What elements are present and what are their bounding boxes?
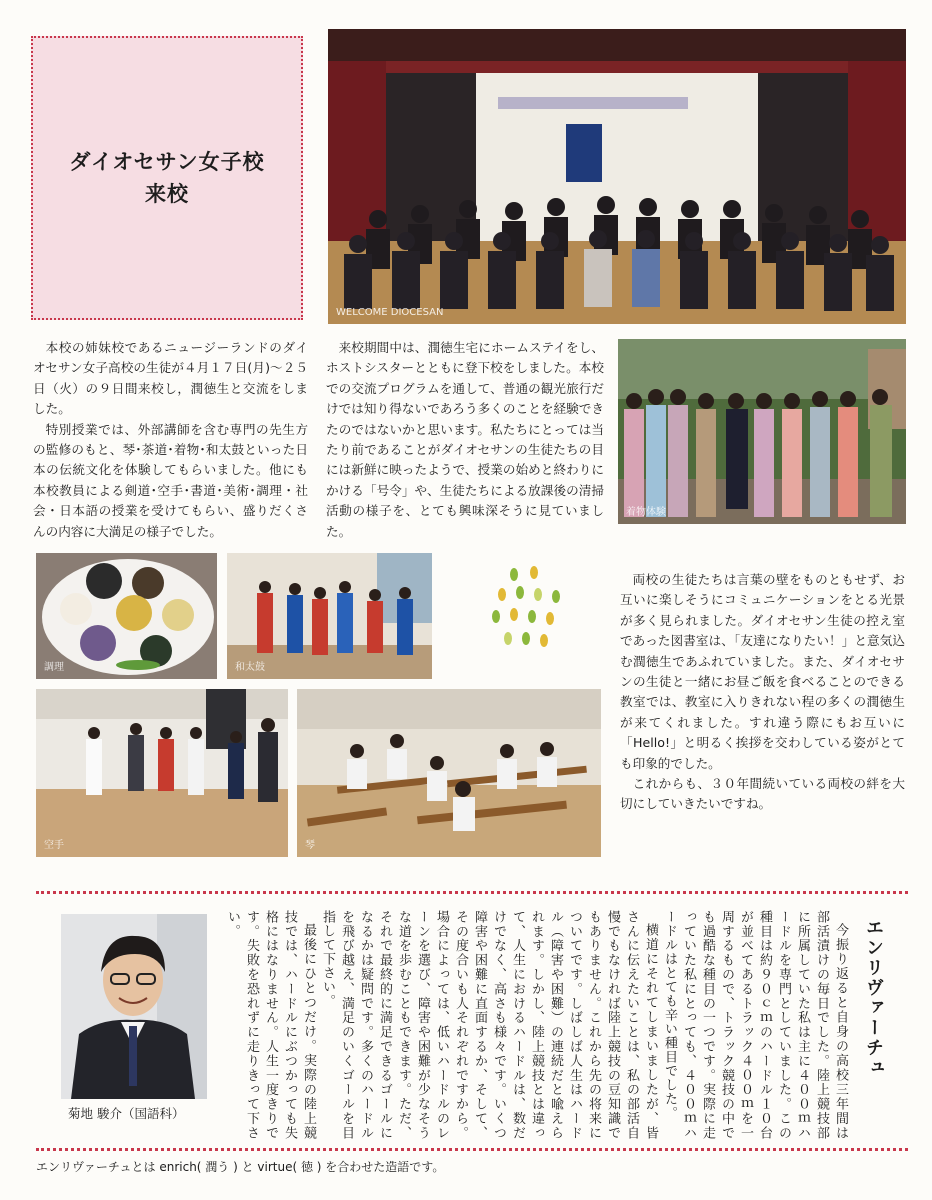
leaf-icon [492, 610, 500, 623]
leaf-icon [552, 590, 560, 603]
leaf-icon [522, 632, 530, 645]
kimono-photo [618, 339, 906, 524]
article-column-3 [620, 570, 905, 815]
kimono-photo-image [618, 339, 906, 524]
article-paragraph: 本校の姉妹校であるニュージーランドのダイオセサン女子高校の生徒が４月１７日(月)～２５日（火）の９日間来校し，潤徳生と交流をしました。 [33, 340, 308, 417]
leaf-icon [546, 612, 554, 625]
leaf-icon [540, 634, 548, 647]
group-photo-image [328, 29, 906, 324]
group-photo-caption: WELCOME DIOCESAN [336, 307, 444, 318]
leaf-decoration [484, 566, 574, 656]
koto-photo [297, 689, 601, 857]
koto-photo-image [297, 689, 601, 857]
karate-photo [36, 689, 288, 857]
group-photo [328, 29, 906, 324]
kimono-photo-caption: 着物体験 [626, 507, 666, 518]
food-photo [36, 553, 217, 679]
author-photo [61, 914, 207, 1099]
leaf-icon [530, 566, 538, 579]
article-paragraph: 来校期間中は、潤徳生宅にホームステイをし、ホストシスターとともに登下校をしました。本校での交流プログラムを通して、普通の観光旅行だけでは知り得ないであろう多くのことを経験できたのではないかと思います。私たちにとっては当たり前であることがダイオセサンの生徒たちの目には新鮮に映ったようで、授業の始めと終わりにかける「号令」や、生徒たちによる放課後の清掃活動の様子を、とても興味深そうに見ていました。 [326, 340, 604, 539]
leaf-icon [498, 588, 506, 601]
article-title-box [31, 36, 303, 320]
leaf-icon [516, 586, 524, 599]
karate-photo-image [36, 689, 288, 857]
leaf-icon [534, 588, 542, 601]
column-paragraph: 横道にそれてしまいましたが、皆さんに伝えたいことは、私の部活自慢でもなければ陸上競技の豆知識でもありません。これから先の将来についてです。しばしば人生はハードル（障害や困難）の連続だと喩えられます。しかし、陸上競技とは違って、人生におけるハードルは、数だけでなく、高さも様々です。いくつ障害や困難に直面するか、そして、その度合いも人それぞれですから。場合によっては、低いハードルのレーンを選び、障害や困難が少なそうな道を歩むこともできます。ただ、それで最終的に満足できるゴールになるかは疑問です。多くのハードルを飛び越え、満足のいくゴールを目指して下さい。 [320, 910, 658, 1140]
leaf-icon [510, 568, 518, 581]
article-paragraph: 特別授業では、外部講師を含む専門の先生方の監修のもと、琴･茶道･着物･和太鼓といった日本の伝統文化を体験してもらいました。他にも本校教員による剣道･空手･書道･美術･調理・社会・日本語の授業を受けてもらい、盛りだくさんの内容に大満足の様子でした。 [33, 421, 308, 539]
karate-photo-caption: 空手 [44, 840, 64, 851]
column-body [226, 910, 850, 1140]
article-column-1 [33, 338, 308, 542]
article-title: ダイオセサン女子校 来校 [69, 150, 265, 206]
author-photo-image [61, 914, 207, 1099]
food-photo-caption: 調理 [44, 662, 64, 673]
column-title: エンリヴァーチュ [863, 918, 884, 1078]
section-divider [36, 891, 908, 894]
leaf-icon [504, 632, 512, 645]
leaf-icon [528, 610, 536, 623]
column-paragraph: 今振り返ると自身の高校三年間は部活漬けの毎日でした。陸上競技部に所属していた私は主に４００ｍハードルを専門としていました。この種目は約９０ｃｍのハードル１０台が並べてあるトラック４００ｍを一周するもので、トラック競技の中でも過酷な種目の一つです。実際に走っていた私にとっても、４００ｍハードルはとても辛い種目でした。 [662, 910, 848, 1140]
leaf-icon [510, 608, 518, 621]
footer-divider [36, 1148, 908, 1151]
taiko-photo-caption: 和太鼓 [235, 662, 265, 673]
article-paragraph: 両校の生徒たちは言葉の壁をものともせず、お互いに楽しそうにコミュニケーションをとる光景が多く見られました。ダイオセサン生徒の控え室であった図書室は、「友達になりたい！」と意気込む潤徳生であふれていました。また、ダイオセサンの生徒と一緒にお昼ご飯を食べることのできる教室では、教室に入りきれない程の多くの潤徳生が来てくれました。すれ違う際にもお互いに「Hello!」と明るく挨拶を交わしている姿がとても印象的でした。 [620, 572, 905, 771]
koto-photo-caption: 琴 [305, 840, 315, 851]
column-paragraph: 最後にひとつだけ。実際の陸上競技では、ハードルにぶつかっても失格にはなりません。人生一度きりです。失敗を恐れずに走りきって下さい。 [225, 910, 316, 1140]
author-name: 菊地 駿介（国語科） [68, 1106, 185, 1121]
taiko-photo [227, 553, 432, 679]
article-column-2 [326, 338, 604, 542]
footer-note: エンリヴァーチュとは enrich( 潤う ) と virtue( 徳 ) を合わせた造語です。 [36, 1160, 445, 1174]
article-paragraph: これからも、３０年間続いている両校の絆を大切にしていきたいですね。 [620, 776, 905, 812]
